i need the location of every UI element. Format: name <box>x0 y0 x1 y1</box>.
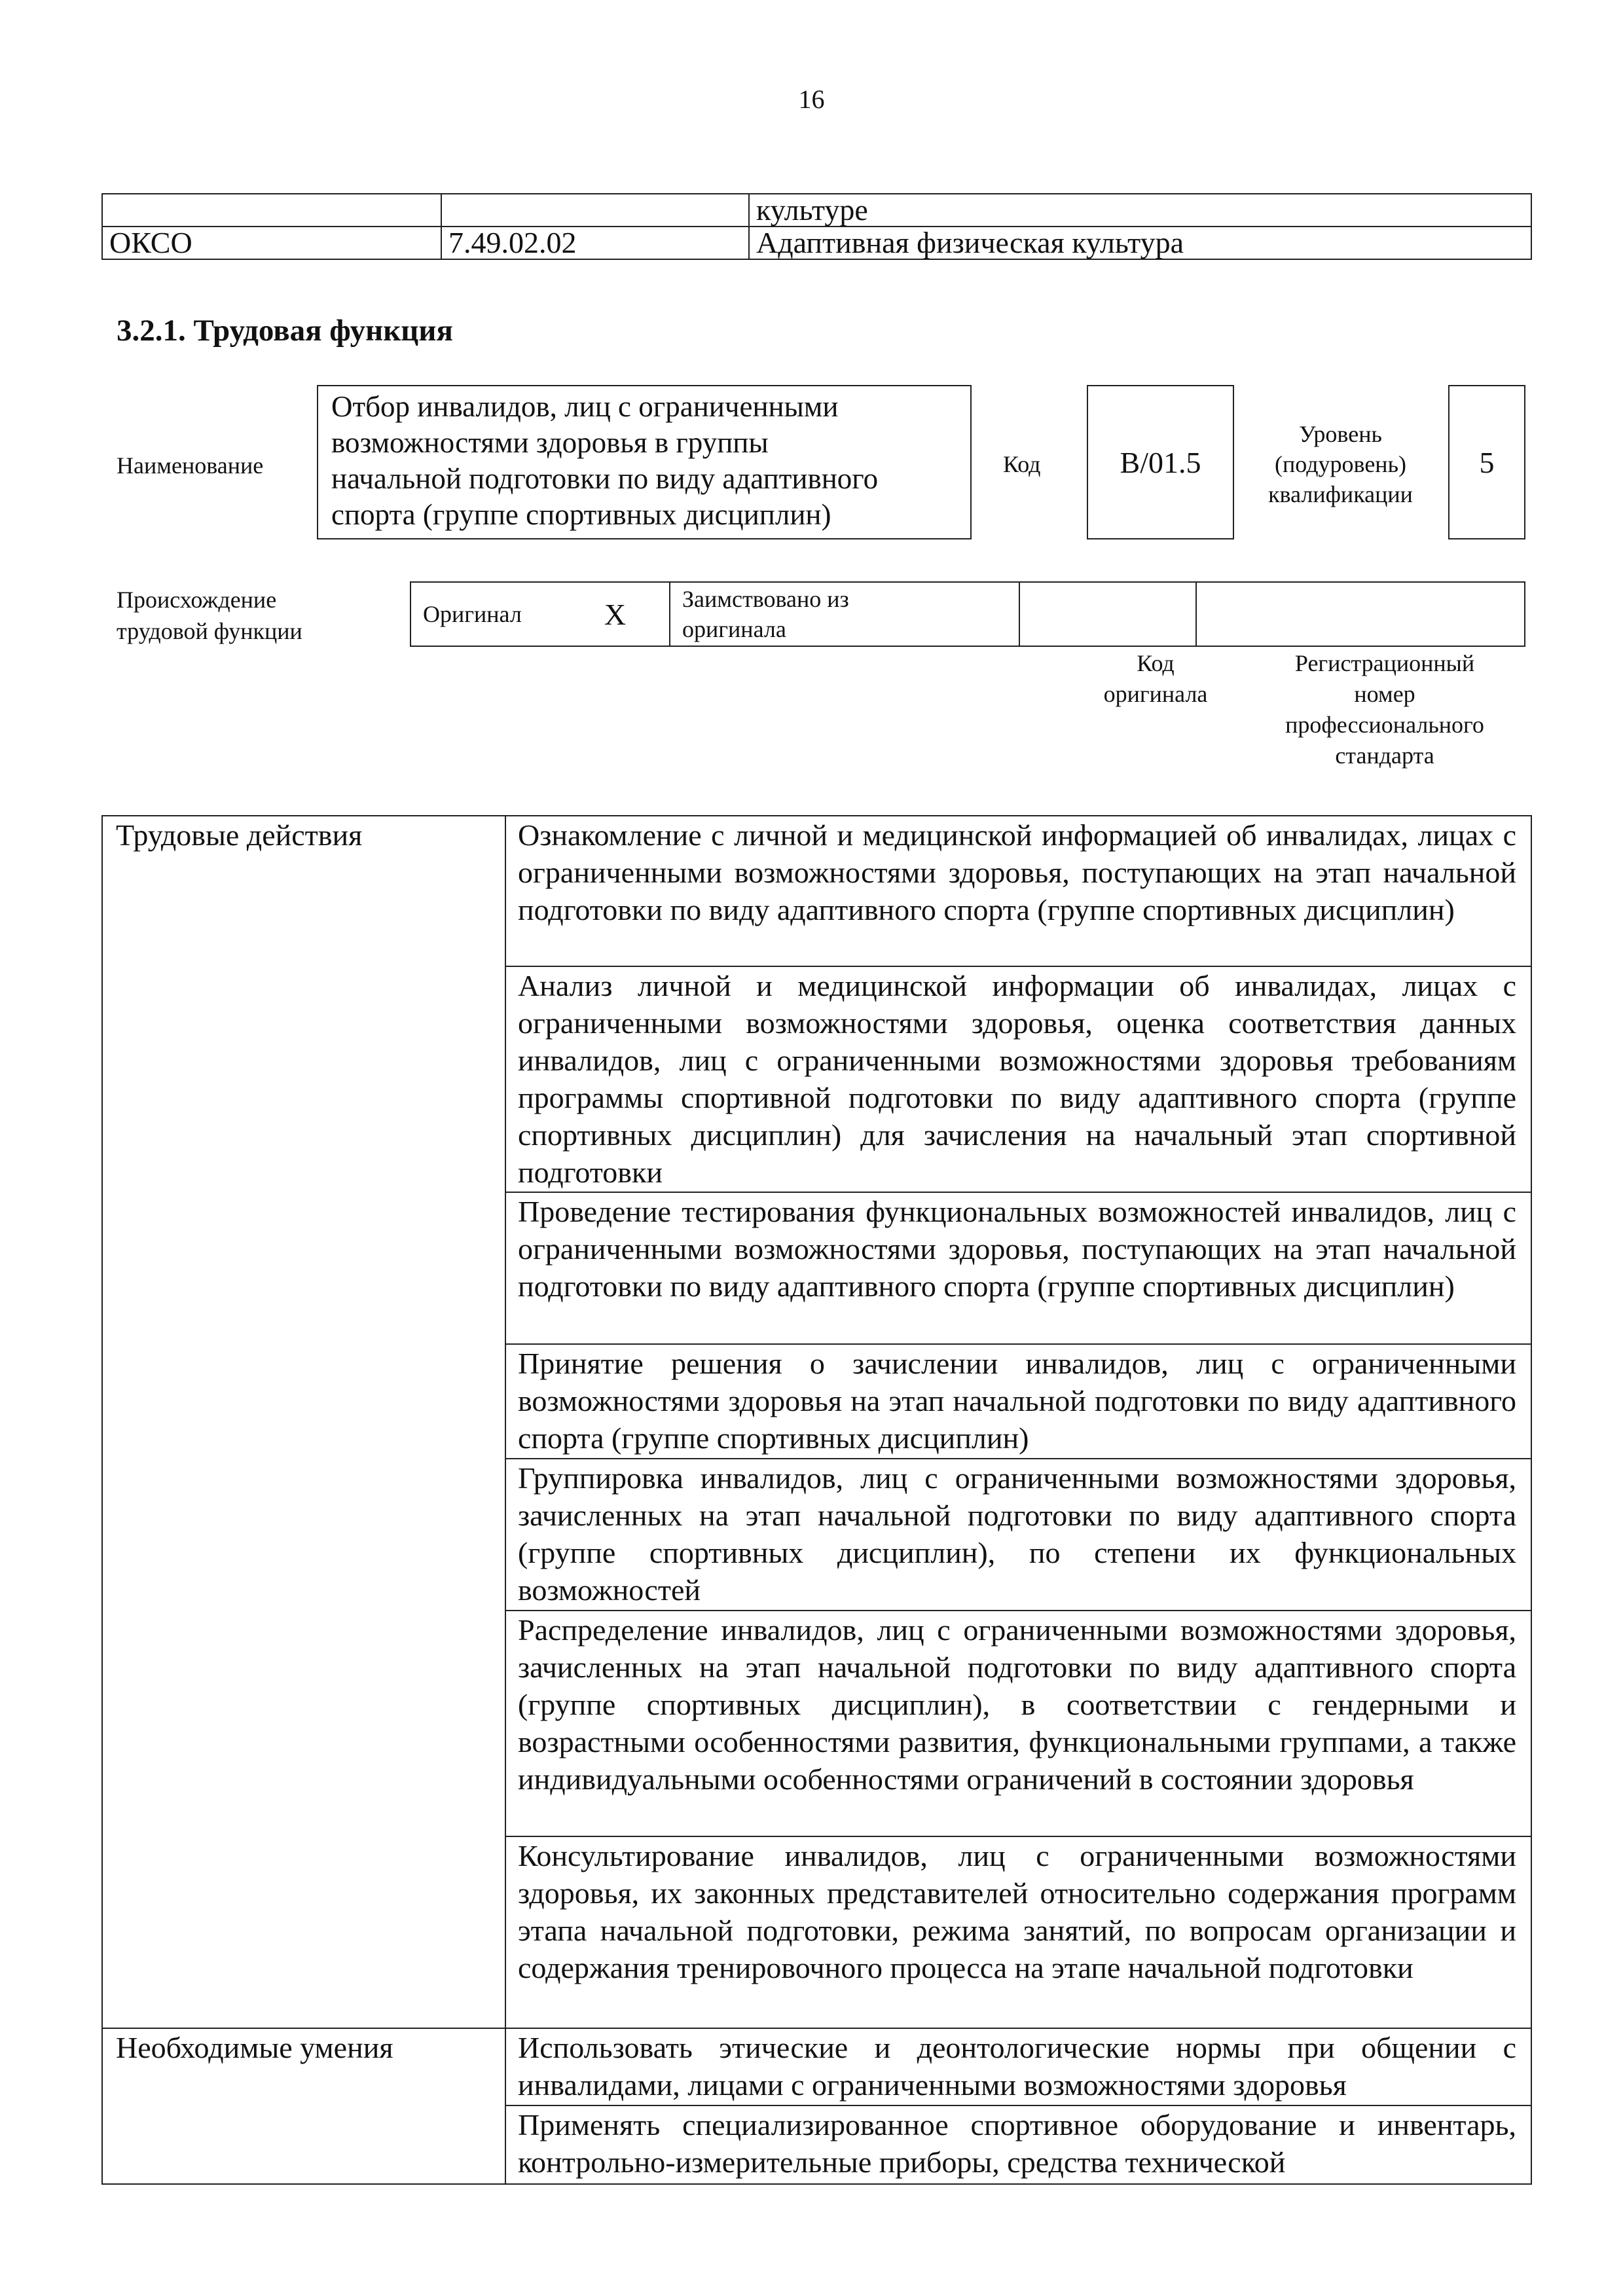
origin-label-line: трудовой функции <box>117 618 302 644</box>
level-label <box>1241 419 1440 509</box>
level-box <box>1448 385 1525 539</box>
reg-number-cell <box>1196 582 1525 646</box>
table-row <box>102 1459 1531 1611</box>
okso-title: Адаптивная физическая культура <box>749 227 1531 259</box>
function-name-line: Отбор инвалидов, лиц с ограниченными <box>331 390 839 423</box>
level-label-line: Уровень <box>1299 421 1382 447</box>
original-code-caption-line: Код <box>1137 650 1175 676</box>
labor-action-item: Распределение инвалидов, лиц с ограниченными возможностями здоровья, зачисленных на этап начальной подготовки по виду адаптивного спорта (группе спортивных дисциплин), в соответствии с гендерными и возрастными особенностями развития, функциональными группами, а также индивидуальными особенностями ограничений в состоянии здоровья <box>505 1611 1531 1836</box>
function-name-box <box>317 385 972 539</box>
function-code-box <box>1087 385 1234 539</box>
function-name-line: начальной подготовки по виду адаптивного <box>331 462 879 495</box>
labor-action-item: Анализ личной и медицинской информации об инвалидах, лицах с ограниченными возможностями здоровья, оценка соответствия данных инвалидов, лиц с ограниченными возможностями здоровья требованиям программы спортивной подготовки по виду адаптивного спорта (группе спортивных дисциплин) для зачисления на начальный этап спортивной подготовки <box>505 966 1531 1192</box>
labor-actions-label: Трудовые действия <box>102 816 505 966</box>
okso-cell <box>102 194 441 227</box>
table-row <box>102 1344 1531 1459</box>
required-skills-label: Необходимые умения <box>102 2028 505 2105</box>
table-row <box>102 2028 1531 2105</box>
page-number: 16 <box>798 84 825 114</box>
code-label: Код <box>1003 451 1041 477</box>
table-row <box>102 2105 1531 2184</box>
level-label-line: (подуровень) <box>1275 451 1406 477</box>
labor-action-item: Консультирование инвалидов, лиц с ограниченными возможностями здоровья, их законных представителей относительно содержания программ этапа начальной подготовки, режима занятий, по вопросам организации и содержания тренировочного процесса на этапе начальной подготовки <box>505 1836 1531 2028</box>
level-label-line: квалификации <box>1268 481 1413 507</box>
label-cell-empty <box>102 1611 505 1836</box>
reg-number-caption-line: стандарта <box>1335 742 1434 769</box>
required-skill-item: Применять специализированное спортивное оборудование и инвентарь, контрольно-измерительные приборы, средства технической <box>505 2105 1531 2184</box>
level-value: 5 <box>1479 445 1495 479</box>
name-label: Наименование <box>117 452 264 479</box>
labor-function-table <box>101 815 1532 2185</box>
okso-row <box>102 227 1531 259</box>
table-row <box>102 1192 1531 1344</box>
required-skill-item: Использовать этические и деонтологические нормы при общении с инвалидами, лицами с ограниченными возможностями здоровья <box>505 2028 1531 2105</box>
table-row <box>102 966 1531 1192</box>
origin-table <box>410 581 1525 647</box>
okso-code: 7.49.02.02 <box>441 227 749 259</box>
borrowed-label <box>670 582 1019 646</box>
labor-action-item: Ознакомление с личной и медицинской информацией об инвалидах, лицах с ограниченными возможностями здоровья, поступающих на этап начальной подготовки по виду адаптивного спорта (группе спортивных дисциплин) <box>505 816 1531 966</box>
okso-row-continuation <box>102 194 1531 227</box>
table-row <box>102 1836 1531 2028</box>
section-heading: 3.2.1. Трудовая функция <box>117 314 453 348</box>
reg-number-caption-line: профессионального <box>1285 712 1484 738</box>
function-name-line: возможностями здоровья в группы <box>331 426 769 459</box>
labor-action-item: Проведение тестирования функциональных возможностей инвалидов, лиц с ограниченными возможностями здоровья, поступающих на этап начальной подготовки по виду адаптивного спорта (группе спортивных дисциплин) <box>505 1192 1531 1344</box>
okso-cell <box>441 194 749 227</box>
original-mark: X <box>561 582 670 646</box>
label-cell-empty <box>102 1459 505 1611</box>
original-code-caption-line: оригинала <box>1103 681 1208 707</box>
okso-cell: культуре <box>749 194 1531 227</box>
origin-label-line: Происхождение <box>117 587 277 613</box>
label-cell-empty <box>102 2105 505 2184</box>
label-cell-empty <box>102 1344 505 1459</box>
origin-row <box>410 582 1525 646</box>
label-cell-empty <box>102 966 505 1192</box>
function-code-value: B/01.5 <box>1120 445 1201 479</box>
okso-table <box>101 193 1532 260</box>
labor-action-item: Группировка инвалидов, лиц с ограниченными возможностями здоровья, зачисленных на этап начальной подготовки по виду адаптивного спорта (группе спортивных дисциплин), по степени их функциональных возможностей <box>505 1459 1531 1611</box>
table-row <box>102 816 1531 966</box>
okso-label: ОКСО <box>102 227 441 259</box>
origin-label <box>117 584 302 647</box>
reg-number-caption <box>1244 648 1525 771</box>
reg-number-caption-line: номер <box>1354 681 1415 707</box>
borrowed-label-line: Заимствовано из <box>682 586 849 612</box>
reg-number-caption-line: Регистрационный <box>1294 650 1475 676</box>
table-row <box>102 1611 1531 1836</box>
original-code-cell <box>1019 582 1196 646</box>
label-cell-empty <box>102 1192 505 1344</box>
label-cell-empty <box>102 1836 505 2028</box>
original-label: Оригинал <box>410 582 561 646</box>
borrowed-label-line: оригинала <box>682 616 786 642</box>
original-code-caption <box>1067 648 1244 710</box>
function-name-line: спорта (группе спортивных дисциплин) <box>331 498 831 531</box>
labor-action-item: Принятие решения о зачислении инвалидов, лиц с ограниченными возможностями здоровья на этап начальной подготовки по виду адаптивного спорта (группе спортивных дисциплин) <box>505 1344 1531 1459</box>
